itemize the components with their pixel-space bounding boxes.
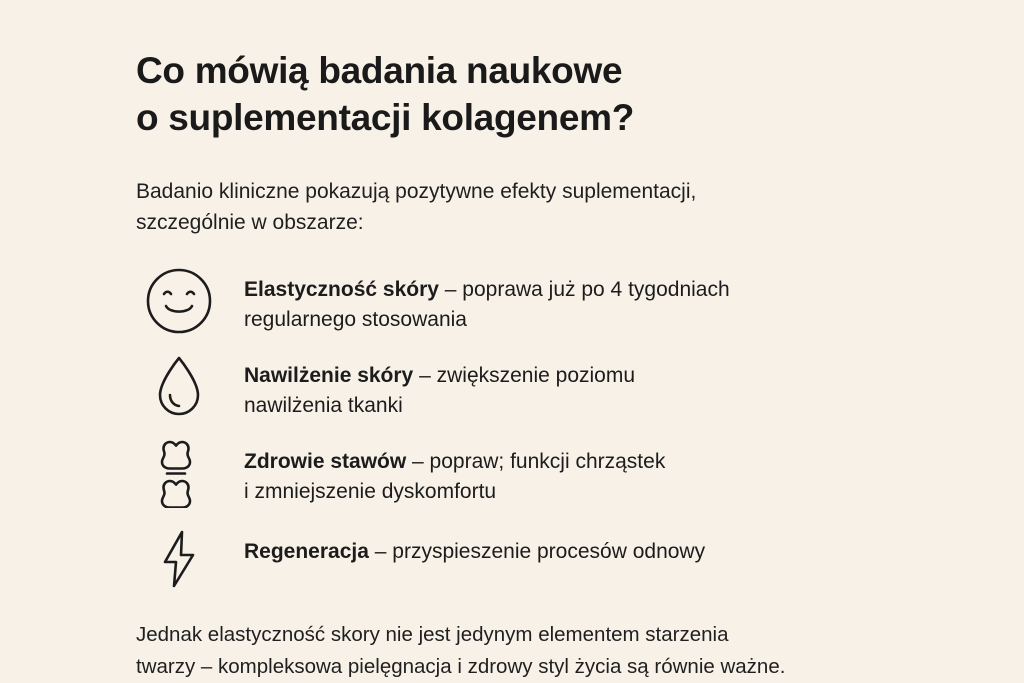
- list-item-text: [244, 523, 705, 567]
- benefit-desc-line-2: nawilżenia tkanki: [244, 394, 403, 418]
- list-item-text: [244, 265, 730, 336]
- page-title-line-2: o suplementacji kolagenem?: [136, 96, 635, 138]
- benefit-term: Nawilżenie skóry: [244, 363, 414, 387]
- benefit-term: Elastyczność skóry: [244, 277, 439, 301]
- benefit-dash: –: [438, 277, 463, 301]
- list-item: [136, 523, 928, 595]
- list-item: [136, 437, 928, 509]
- benefit-desc-line-2: i zmniejszenie dyskomfortu: [244, 480, 497, 504]
- list-item-text: [244, 437, 665, 508]
- list-item: [136, 351, 928, 423]
- benefit-desc-line-2: regularnego stosowania: [244, 308, 467, 332]
- page-title: [136, 48, 896, 142]
- bone-joint-icon: [136, 437, 222, 509]
- benefit-dash: –: [368, 539, 393, 563]
- list-item: [136, 265, 928, 337]
- intro-paragraph: [136, 176, 896, 239]
- benefits-list: [136, 265, 928, 595]
- benefit-desc-line-1: popraw; funkcji chrząstek: [429, 449, 666, 473]
- outro-paragraph: [136, 619, 928, 683]
- smiling-face-icon: [136, 265, 222, 337]
- intro-line-1: Badanio kliniczne pokazują pozytywne efekty suplementacji,: [136, 179, 697, 203]
- benefit-desc-line-1: poprawa już po 4 tygodniach: [462, 277, 730, 301]
- benefit-term: Zdrowie stawów: [244, 449, 407, 473]
- benefit-dash: –: [413, 363, 437, 387]
- benefit-term: Regeneracja: [244, 539, 369, 563]
- benefit-dash: –: [406, 449, 430, 473]
- page-title-line-1: Co mówią badania naukowe: [136, 50, 623, 91]
- benefit-desc-line-1: zwiększenie poziomu: [436, 363, 636, 387]
- water-drop-icon: [136, 351, 222, 423]
- outro-line-1: Jednak elastyczność skory nie jest jedynym elementem starzenia: [136, 622, 729, 646]
- lightning-bolt-icon: [136, 523, 222, 595]
- benefit-desc-line-1: przyspieszenie procesów odnowy: [392, 539, 706, 563]
- intro-line-2: szczególnie w obszarze:: [136, 211, 364, 235]
- list-item-text: [244, 351, 635, 422]
- outro-line-2: twarzy – kompleksowa pielęgnacja i zdrowy styl życia są równie ważne.: [136, 654, 786, 678]
